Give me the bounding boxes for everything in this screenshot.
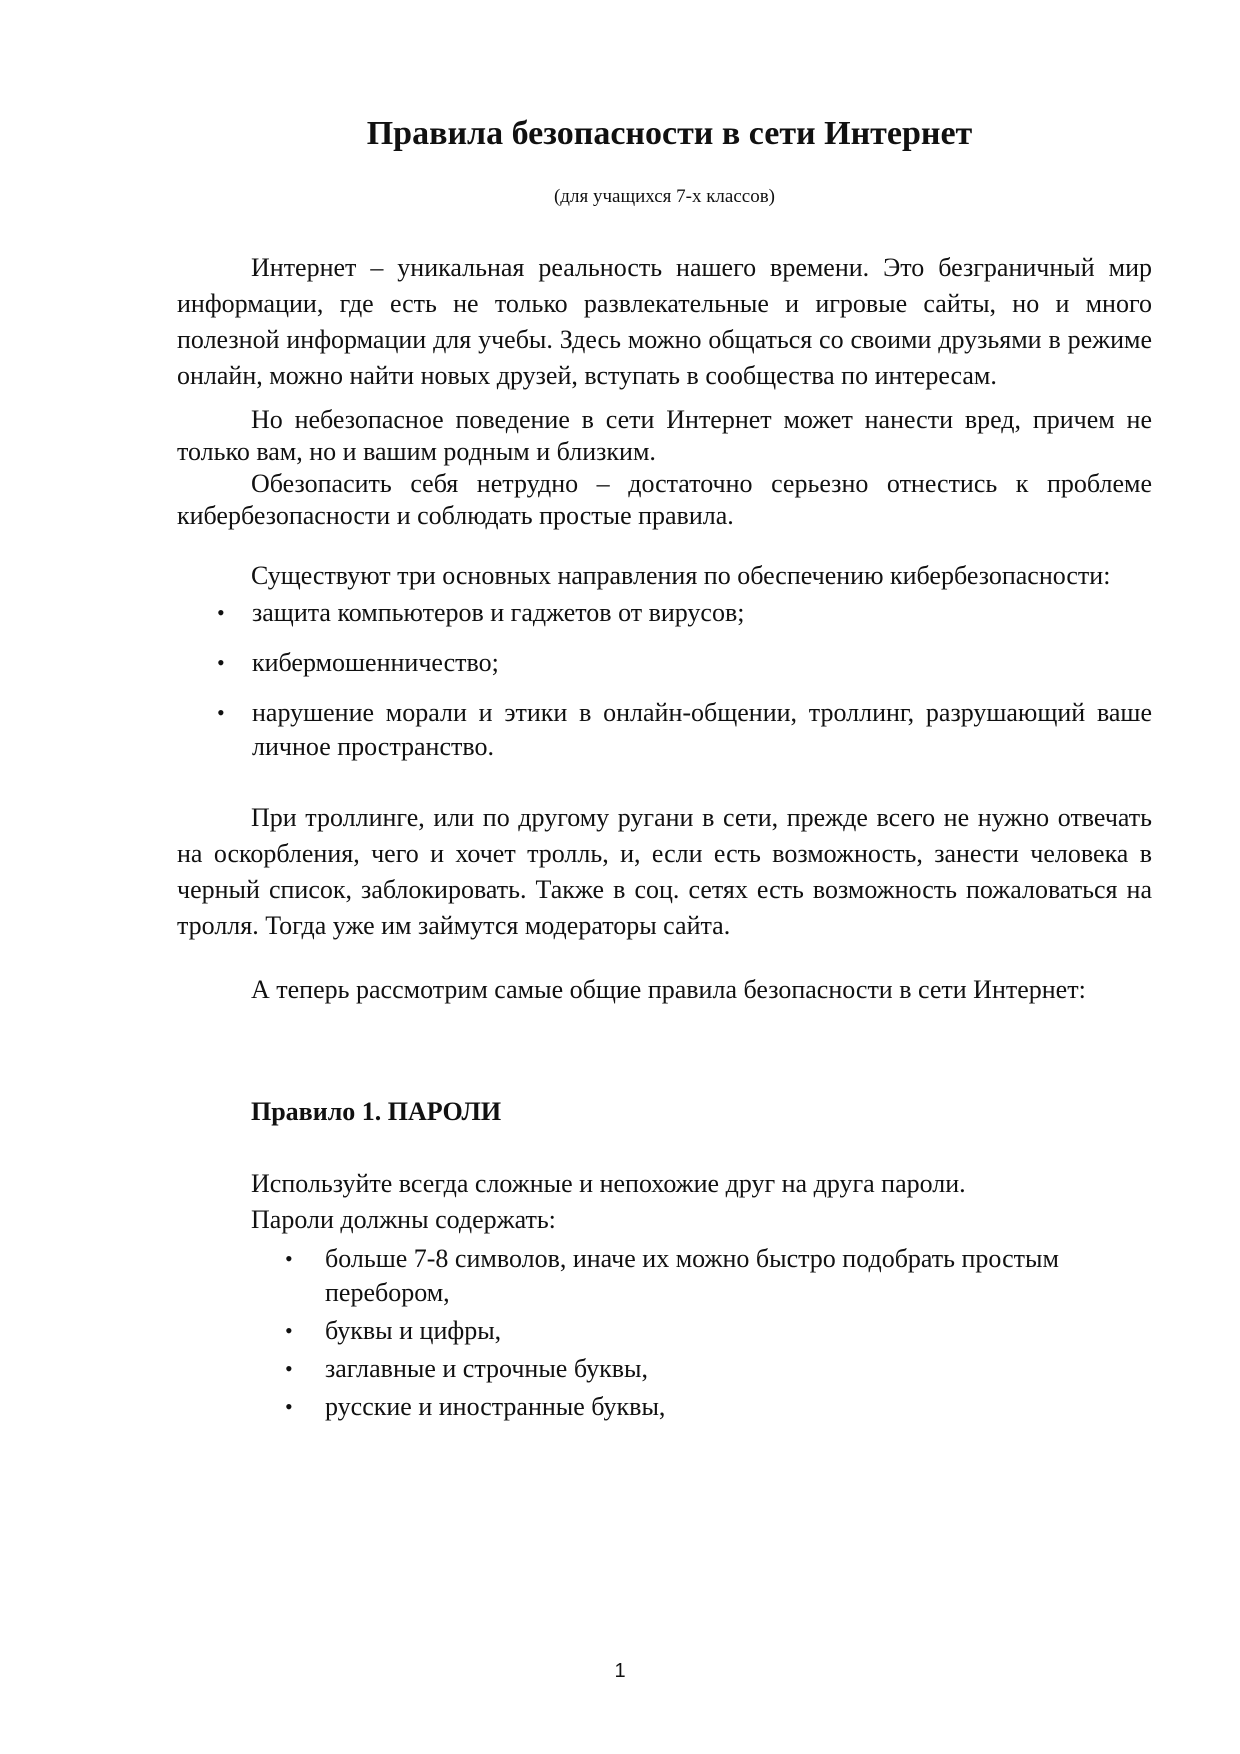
directions-intro: Существуют три основных направления по обеспечению кибербезопасности: (251, 561, 1111, 590)
bullet-icon: • (285, 1356, 293, 1381)
list-item (177, 1242, 1152, 1310)
password-requirements-list (177, 1242, 1152, 1424)
bullet-icon: • (217, 700, 225, 725)
page-content (177, 112, 1152, 1428)
rules-intro-paragraph: А теперь рассмотрим самые общие правила безопасности в сети Интернет: (251, 975, 1086, 1004)
rule-text: Пароли должны содержать: (251, 1205, 556, 1234)
bullet-icon: • (217, 600, 225, 625)
intro-paragraph: Обезопасить себя нетрудно – достаточно серьезно отнестись к проблеме кибербезопасности и соблюдать простые правила. (177, 469, 1152, 530)
trolling-paragraph: При троллинге, или по другому ругани в сети, прежде всего не нужно отвечать на оскорбления, чего и хочет тролль, и, если есть возможность, занести человека в черный список, заблокировать. Также в соц. сетях есть возможность пожаловаться на тролля. Тогда уже им займутся модераторы сайта. (177, 803, 1152, 940)
page-subtitle: (для учащихся 7-х классов) (553, 186, 775, 207)
bullet-icon: • (285, 1318, 293, 1343)
page-number: 1 (614, 1660, 626, 1682)
intro-paragraph: Интернет – уникальная реальность нашего времени. Это безграничный мир информации, где есть не только развлекательные и игровые сайты, но и много полезной информации для учебы. Здесь можно общаться со своими друзьями в режиме онлайн, можно найти новых друзей, вступать в сообщества по интересам. (177, 253, 1152, 390)
bullet-icon: • (285, 1246, 293, 1271)
bullet-icon: • (217, 650, 225, 675)
list-item (177, 696, 1152, 764)
list-item (177, 1390, 1152, 1424)
list-item-text: русские и иностранные буквы, (325, 1392, 666, 1421)
page-title: Правила безопасности в сети Интернет (366, 115, 973, 152)
list-item (177, 596, 1152, 630)
list-item-text: защита компьютеров и гаджетов от вирусов; (252, 598, 745, 627)
list-item (177, 646, 1152, 680)
list-item-text: больше 7-8 символов, иначе их можно быстро подобрать простым перебором, (325, 1244, 1059, 1307)
directions-list (177, 596, 1152, 764)
list-item-text: заглавные и строчные буквы, (325, 1354, 648, 1383)
intro-paragraph: Но небезопасное поведение в сети Интернет может нанести вред, причем не только вам, но и вашим родным и близким. (177, 405, 1152, 466)
rule-heading: Правило 1. ПАРОЛИ (251, 1097, 502, 1126)
list-item-text: кибермошенничество; (252, 648, 499, 677)
list-item (177, 1314, 1152, 1348)
list-item-text: нарушение морали и этики в онлайн-общении, троллинг, разрушающий ваше личное пространство. (252, 698, 1152, 761)
rule-text: Используйте всегда сложные и непохожие друг на друга пароли. (251, 1169, 966, 1198)
list-item (177, 1352, 1152, 1386)
bullet-icon: • (285, 1394, 293, 1419)
list-item-text: буквы и цифры, (325, 1316, 502, 1345)
